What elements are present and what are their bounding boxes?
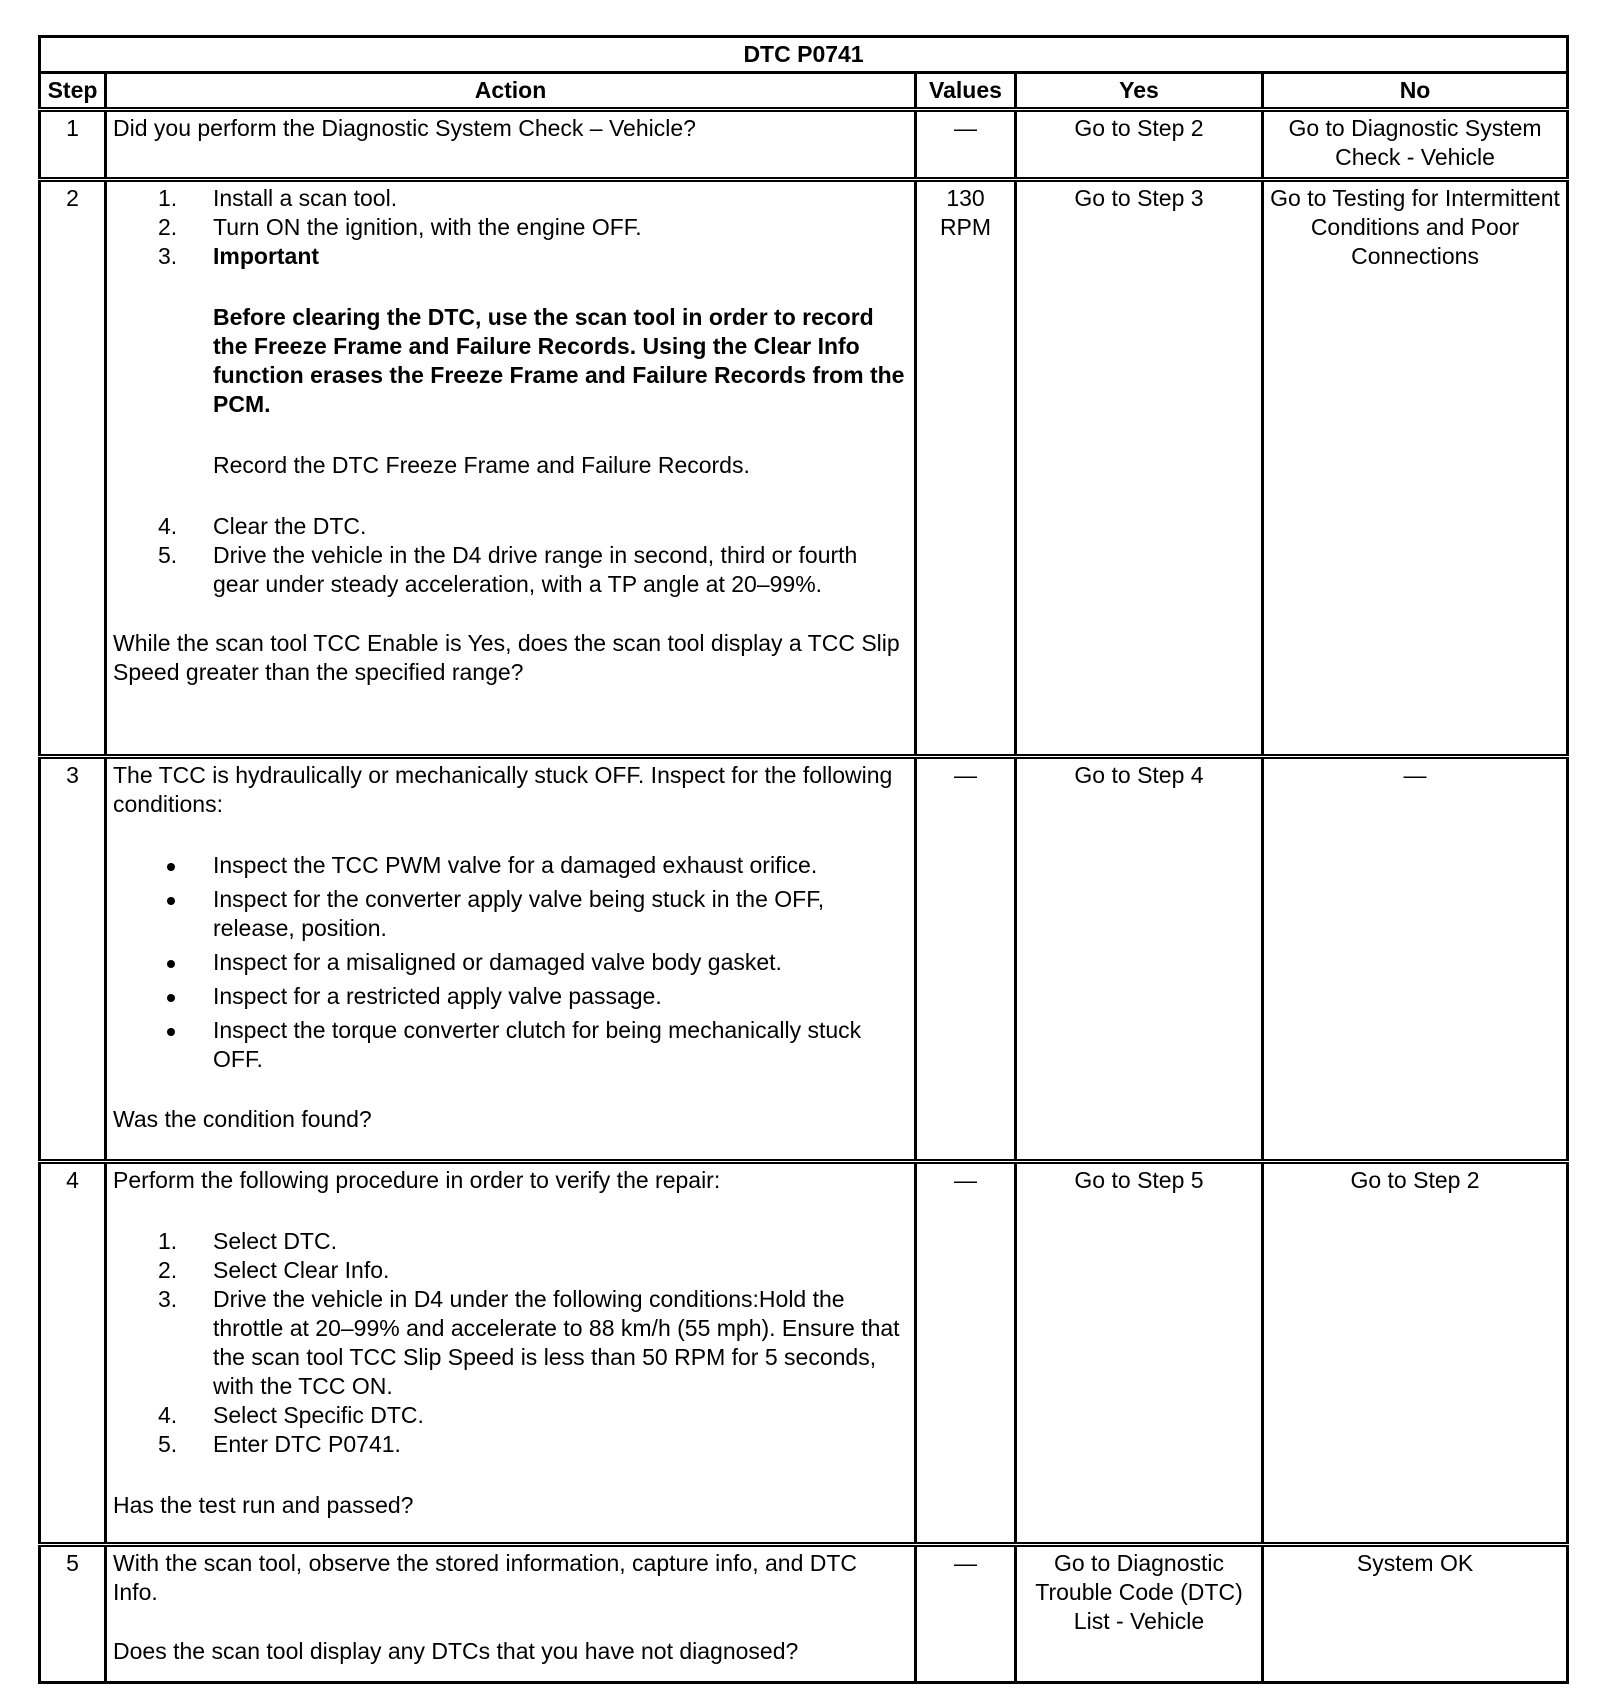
action-cell — [106, 1162, 916, 1545]
bullet-icon — [167, 960, 175, 968]
list-item: Inspect for a restricted apply valve passage. — [113, 982, 908, 1011]
action-cell — [106, 180, 916, 757]
dtc-table — [38, 35, 1569, 1684]
bullet-icon — [167, 1028, 175, 1036]
list-item: 2. Select Clear Info. — [158, 1257, 390, 1283]
no-cell: — — [1263, 757, 1568, 1162]
header-values: Values — [916, 73, 1016, 110]
procedure-list-continued — [113, 512, 908, 599]
question-text: Was the condition found? — [113, 1106, 372, 1132]
value-cell: — — [916, 1545, 1016, 1683]
header-yes: Yes — [1016, 73, 1263, 110]
question-text: Did you perform the Diagnostic System Check – Vehicle? — [113, 115, 696, 141]
step-number: 4 — [40, 1162, 106, 1545]
table-row — [40, 757, 1568, 1162]
bullet-icon — [167, 897, 175, 905]
table-title: DTC P0741 — [40, 37, 1568, 73]
header-action: Action — [106, 73, 916, 110]
value-cell: — — [916, 757, 1016, 1162]
value-cell: — — [916, 110, 1016, 180]
no-cell: Go to Testing for Intermittent Conditions and Poor Connections — [1263, 180, 1568, 757]
procedure-list — [113, 1227, 908, 1459]
no-cell: Go to Step 2 — [1263, 1162, 1568, 1545]
list-item: Inspect for a misaligned or damaged valve body gasket. — [113, 948, 908, 977]
yes-cell: Go to Step 2 — [1016, 110, 1263, 180]
question-text: While the scan tool TCC Enable is Yes, does the scan tool display a TCC Slip Speed greater than the specified range? — [113, 630, 900, 685]
bullet-icon — [167, 994, 175, 1002]
action-cell — [106, 110, 916, 180]
list-item: 2. Turn ON the ignition, with the engine OFF. — [158, 214, 642, 240]
list-item: 3. Drive the vehicle in D4 under the following conditions:Hold the throttle at 20–99% and accelerate to 88 km/h (55 mph). Ensure that the scan tool TCC Slip Speed is less than 50 RPM for 5 seconds, with the TCC ON. — [158, 1286, 900, 1399]
important-note: Before clearing the DTC, use the scan tool in order to record the Freeze Frame and Failure Records. Using the Clear Info function erases the Freeze Frame and Failure Records from the PCM. — [213, 304, 905, 417]
list-item: 5. Enter DTC P0741. — [158, 1431, 401, 1457]
step-number: 2 — [40, 180, 106, 757]
list-item: Inspect the TCC PWM valve for a damaged exhaust orifice. — [113, 851, 908, 880]
header-step: Step — [40, 73, 106, 110]
list-item: 1. Install a scan tool. — [158, 185, 398, 211]
intro-text: With the scan tool, observe the stored information, capture info, and DTC Info. — [113, 1550, 858, 1605]
no-cell: System OK — [1263, 1545, 1568, 1683]
yes-cell: Go to Step 3 — [1016, 180, 1263, 757]
list-item: 1. Select DTC. — [158, 1228, 337, 1254]
question-text: Has the test run and passed? — [113, 1492, 414, 1518]
action-cell — [106, 757, 916, 1162]
list-item: Inspect the torque converter clutch for being mechanically stuck OFF. — [113, 1016, 908, 1074]
list-item: 3. Important — [158, 243, 320, 269]
list-item: 5. Drive the vehicle in the D4 drive range in second, third or fourth gear under steady acceleration, with a TP angle at 20–99%. — [158, 542, 858, 597]
value-cell: — — [916, 1162, 1016, 1545]
value-cell: 130 RPM — [916, 180, 1016, 757]
step-number: 3 — [40, 757, 106, 1162]
step-number: 5 — [40, 1545, 106, 1683]
list-item: 4. Select Specific DTC. — [158, 1402, 424, 1428]
table-row — [40, 1162, 1568, 1545]
intro-text: Perform the following procedure in order to verify the repair: — [113, 1167, 721, 1193]
intro-text: The TCC is hydraulically or mechanically stuck OFF. Inspect for the following conditions: — [113, 762, 893, 817]
yes-cell: Go to Step 4 — [1016, 757, 1263, 1162]
table-row — [40, 1545, 1568, 1683]
step-number: 1 — [40, 110, 106, 180]
inspection-list — [113, 851, 908, 1074]
question-text: Does the scan tool display any DTCs that you have not diagnosed? — [113, 1638, 799, 1664]
procedure-list — [113, 184, 908, 271]
yes-cell: Go to Diagnostic Trouble Code (DTC) List - Vehicle — [1016, 1545, 1263, 1683]
bullet-icon — [167, 863, 175, 871]
record-instruction: Record the DTC Freeze Frame and Failure Records. — [213, 452, 750, 478]
list-item: Inspect for the converter apply valve being stuck in the OFF, release, position. — [113, 885, 908, 943]
yes-cell: Go to Step 5 — [1016, 1162, 1263, 1545]
table-row — [40, 180, 1568, 757]
header-no: No — [1263, 73, 1568, 110]
action-cell — [106, 1545, 916, 1683]
list-item: 4. Clear the DTC. — [158, 513, 367, 539]
table-row — [40, 110, 1568, 180]
no-cell: Go to Diagnostic System Check - Vehicle — [1263, 110, 1568, 180]
